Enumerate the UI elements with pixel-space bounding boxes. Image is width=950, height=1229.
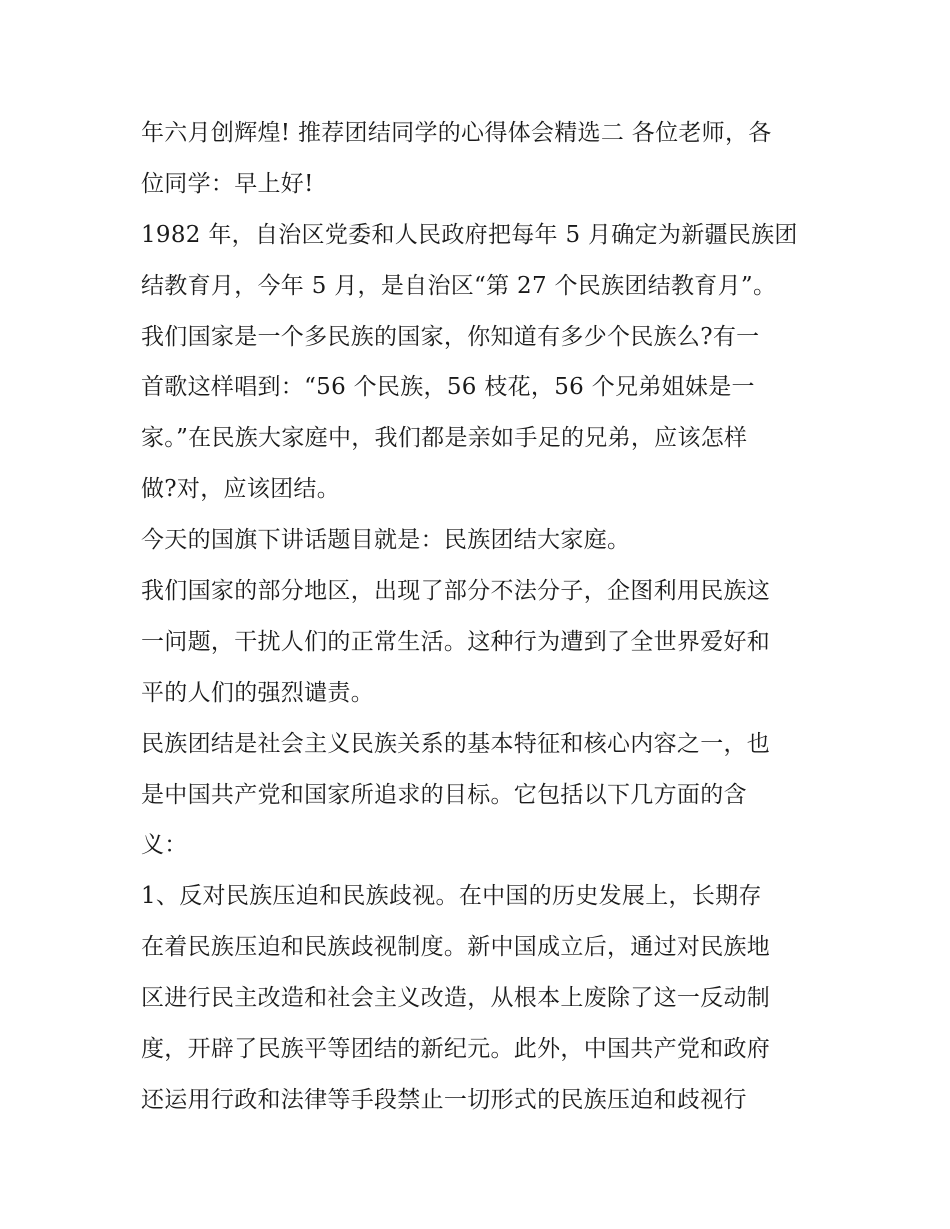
text-line: 今天的国旗下讲话题目就是：民族团结大家庭。 (141, 527, 631, 554)
text-line: 年六月创辉煌! 推荐团结同学的心得体会精选二 各位老师，各 (141, 120, 772, 146)
text-line: 义： (141, 832, 188, 859)
text-line: 结教育月，今年 5 月，是自治区“第 27 个民族团结教育月”。 (141, 272, 777, 299)
text-line: 区进行民主改造和社会主义改造，从根本上废除了这一反动制 (141, 985, 771, 1012)
text-line: 1982 年，自治区党委和人民政府把每年 5 月确定为新疆民族团 (141, 221, 798, 248)
text-line: 度，开辟了民族平等团结的新纪元。此外，中国共产党和政府 (141, 1036, 771, 1063)
text-line: 平的人们的强烈谴责。 (141, 679, 374, 706)
text-line: 还运用行政和法律等手段禁止一切形式的民族压迫和歧视行 (141, 1086, 747, 1113)
text-line: 是中国共产党和国家所追求的目标。它包括以下几方面的含 (141, 781, 747, 808)
text-line: 一问题，干扰人们的正常生活。这种行为遭到了全世界爱好和 (141, 628, 771, 655)
text-line: 民族团结是社会主义民族关系的基本特征和核心内容之一，也 (141, 730, 771, 757)
text-line: 我们国家是一个多民族的国家，你知道有多少个民族么?有一 (141, 323, 760, 350)
document-body (141, 108, 813, 1126)
text-line: 在着民族压迫和民族歧视制度。新中国成立后，通过对民族地 (141, 934, 771, 961)
text-line: 1、反对民族压迫和民族歧视。在中国的历史发展上，长期存 (141, 883, 762, 910)
text-line: 做?对，应该团结。 (141, 476, 341, 503)
text-line: 我们国家的部分地区，出现了部分不法分子，企图利用民族这 (141, 578, 771, 605)
text-line: 位同学：早上好! (141, 170, 314, 197)
text-line: 首歌这样唱到：“56 个民族，56 枝花，56 个兄弟姐妹是一 (141, 374, 755, 401)
text-line: 家。”在民族大家庭中，我们都是亲如手足的兄弟，应该怎样 (141, 425, 748, 452)
